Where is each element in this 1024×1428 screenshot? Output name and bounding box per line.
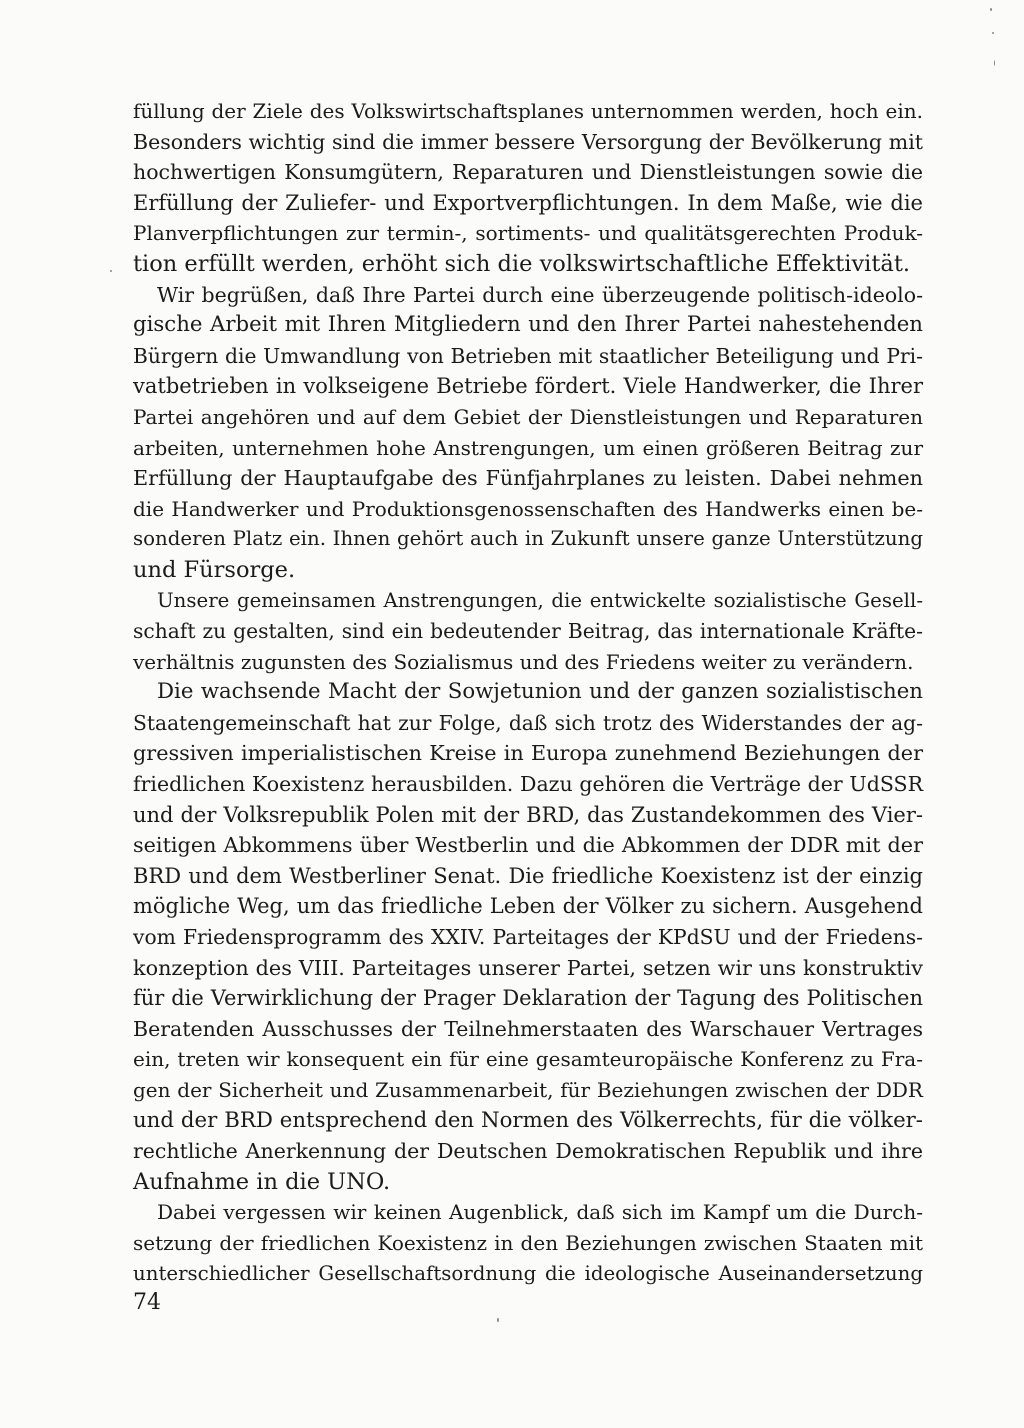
text-line: Beratenden Ausschusses der Teilnehmerstaaten des Warschauer Vertrages <box>133 1016 923 1041</box>
scan-speck <box>110 270 112 272</box>
text-line: Unsere gemeinsamen Anstrengungen, die entwickelte sozialistische Gesell- <box>157 588 923 612</box>
paragraph <box>133 1197 923 1289</box>
text-line: gressiven imperialistischen Kreise in Europa zunehmend Beziehungen der <box>133 741 923 766</box>
text-line: Erfüllung der Zuliefer- und Exportverpflichtungen. In dem Maße, wie die <box>133 190 923 215</box>
text-line: hochwertigen Konsumgütern, Reparaturen und Dienstleistungen sowie die <box>133 160 923 185</box>
text-line: arbeiten, unternehmen hohe Anstrengungen, um einen größeren Beitrag zur <box>133 435 923 460</box>
text-line: sonderen Platz ein. Ihnen gehört auch in Zukunft unsere ganze Unterstützung <box>133 527 923 551</box>
text-line: tion erfüllt werden, erhöht sich die volkswirtschaftliche Effektivität. <box>133 250 911 277</box>
text-line: friedlichen Koexistenz herausbilden. Dazu gehören die Verträge der UdSSR <box>133 772 923 797</box>
scan-speck <box>992 32 994 34</box>
text-line: BRD und dem Westberliner Senat. Die friedliche Koexistenz ist der einzig <box>133 863 923 888</box>
paragraph <box>133 677 923 1197</box>
text-line: Bürgern die Umwandlung von Betrieben mit staatlicher Beteiligung und Pri- <box>133 343 923 368</box>
text-line: Planverpflichtungen zur termin-, sortiments- und qualitätsgerechten Produk- <box>133 221 923 246</box>
text-line: ein, treten wir konsequent ein für eine gesamteuropäische Konferenz zu Fra- <box>133 1047 923 1072</box>
body-text <box>133 96 923 1289</box>
text-line: die Handwerker und Produktionsgenossenschaften des Handwerks einen be- <box>133 496 923 521</box>
text-line: seitigen Abkommens über Westberlin und die Abkommen der DDR mit der <box>133 833 923 858</box>
text-line: konzeption des VIII. Parteitages unserer Partei, setzen wir uns konstruktiv <box>133 955 923 980</box>
text-line: vom Friedensprogramm des XXIV. Parteitages der KPdSU und der Friedens- <box>133 925 923 950</box>
text-line: Besonders wichtig sind die immer bessere Versorgung der Bevölkerung mit <box>133 129 923 154</box>
text-line: Die wachsende Macht der Sowjetunion und der ganzen sozialistischen <box>157 679 923 705</box>
paragraph <box>133 96 923 280</box>
text-line: unterschiedlicher Gesellschaftsordnung die ideologische Auseinandersetzung <box>133 1261 923 1285</box>
text-line: setzung der friedlichen Koexistenz in den Beziehungen zwischen Staaten mit <box>133 1230 923 1255</box>
scan-speck <box>990 8 992 11</box>
scan-speck <box>994 60 995 66</box>
text-line: Wir begrüßen, daß Ihre Partei durch eine überzeugende politisch-ideolo- <box>157 282 923 307</box>
paragraph <box>133 280 923 586</box>
text-line: schaft zu gestalten, sind ein bedeutender Beitrag, das internationale Kräfte- <box>133 619 923 644</box>
text-line: und Fürsorge. <box>133 556 296 583</box>
text-line: Partei angehören und auf dem Gebiet der Dienstleistungen und Reparaturen <box>133 404 923 429</box>
text-line: Staatengemeinschaft hat zur Folge, daß sich trotz des Widerstandes der ag- <box>133 710 923 735</box>
text-line: gen der Sicherheit und Zusammenarbeit, für Beziehungen zwischen der DDR <box>133 1078 923 1102</box>
text-line: gische Arbeit mit Ihren Mitgliedern und den Ihrer Partei nahestehenden <box>133 312 923 338</box>
text-line: Erfüllung der Hauptaufgabe des Fünfjahrplanes zu leisten. Dabei nehmen <box>133 466 923 491</box>
text-line: Dabei vergessen wir keinen Augenblick, daß sich im Kampf um die Durch- <box>157 1200 923 1225</box>
text-line: und der Volksrepublik Polen mit der BRD, das Zustandekommen des Vier- <box>133 802 923 827</box>
text-line: für die Verwirklichung der Prager Deklaration der Tagung des Politischen <box>133 986 923 1011</box>
text-line: füllung der Ziele des Volkswirtschaftsplanes unternommen werden, hoch ein. <box>133 99 923 123</box>
text-line: und der BRD entsprechend den Normen des Völkerrechts, für die völker- <box>133 1107 923 1133</box>
text-line: rechtliche Anerkennung der Deutschen Demokratischen Republik und ihre <box>133 1139 923 1164</box>
scan-speck <box>497 1318 499 1322</box>
text-line: mögliche Weg, um das friedliche Leben der Völker zu sichern. Ausgehend <box>133 894 923 919</box>
text-line: verhältnis zugunsten des Sozialismus und des Friedens weiter zu verändern. <box>133 649 914 674</box>
text-line: vatbetrieben in volkseigene Betriebe fördert. Viele Handwerker, die Ihrer <box>133 374 923 399</box>
paragraph <box>133 586 923 678</box>
page-number: 74 <box>133 1290 161 1315</box>
text-line: Aufnahme in die UNO. <box>133 1168 391 1195</box>
